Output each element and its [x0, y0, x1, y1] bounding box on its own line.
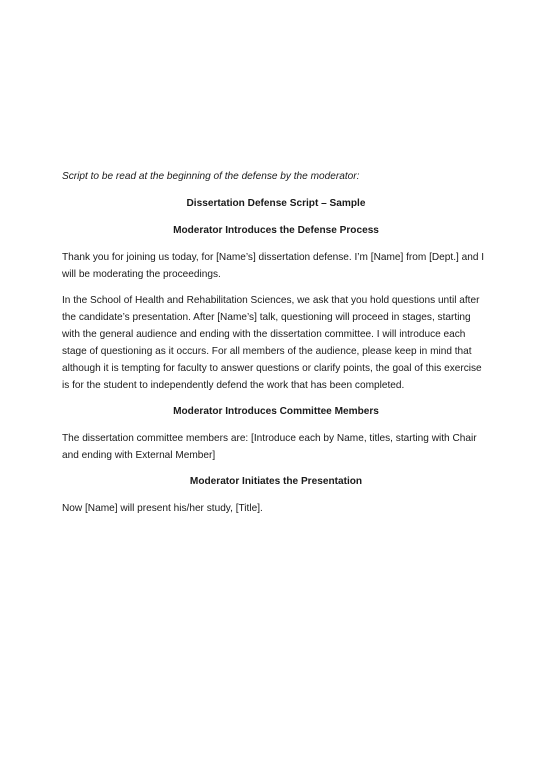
document-page	[62, 168, 490, 526]
paragraph-welcome: Thank you for joining us today, for [Name’s] dissertation defense. I’m [Name] from [Dept.] and I will be moderating the proceedings.	[62, 252, 485, 280]
section-heading-committee-members: Moderator Introduces Committee Members	[173, 406, 379, 417]
intro-line: Script to be read at the beginning of the defense by the moderator:	[62, 171, 360, 182]
paragraph-committee-members: The dissertation committee members are: [Introduce each by Name, titles, starting with Chair and ending with External Member]	[62, 433, 477, 461]
section-heading-defense-process: Moderator Introduces the Defense Process	[173, 225, 379, 236]
section-heading-presentation: Moderator Initiates the Presentation	[189, 476, 363, 487]
document-title: Dissertation Defense Script – Sample	[186, 198, 366, 209]
paragraph-questioning-rules: In the School of Health and Rehabilitation Sciences, we ask that you hold questions until after the candidate’s presentation. After [Name’s] talk, questioning will proceed in stages, starting with the general audience and ending with the dissertation committee. I will introduce each stage of questioning as it occurs. For all members of the audience, please keep in mind that although it is tempting for faculty to answer questions or clarify points, the goal of this exercise is for the student to independently defend the work that has been completed.	[62, 295, 482, 391]
paragraph-presentation: Now [Name] will present his/her study, [Title].	[62, 503, 263, 514]
